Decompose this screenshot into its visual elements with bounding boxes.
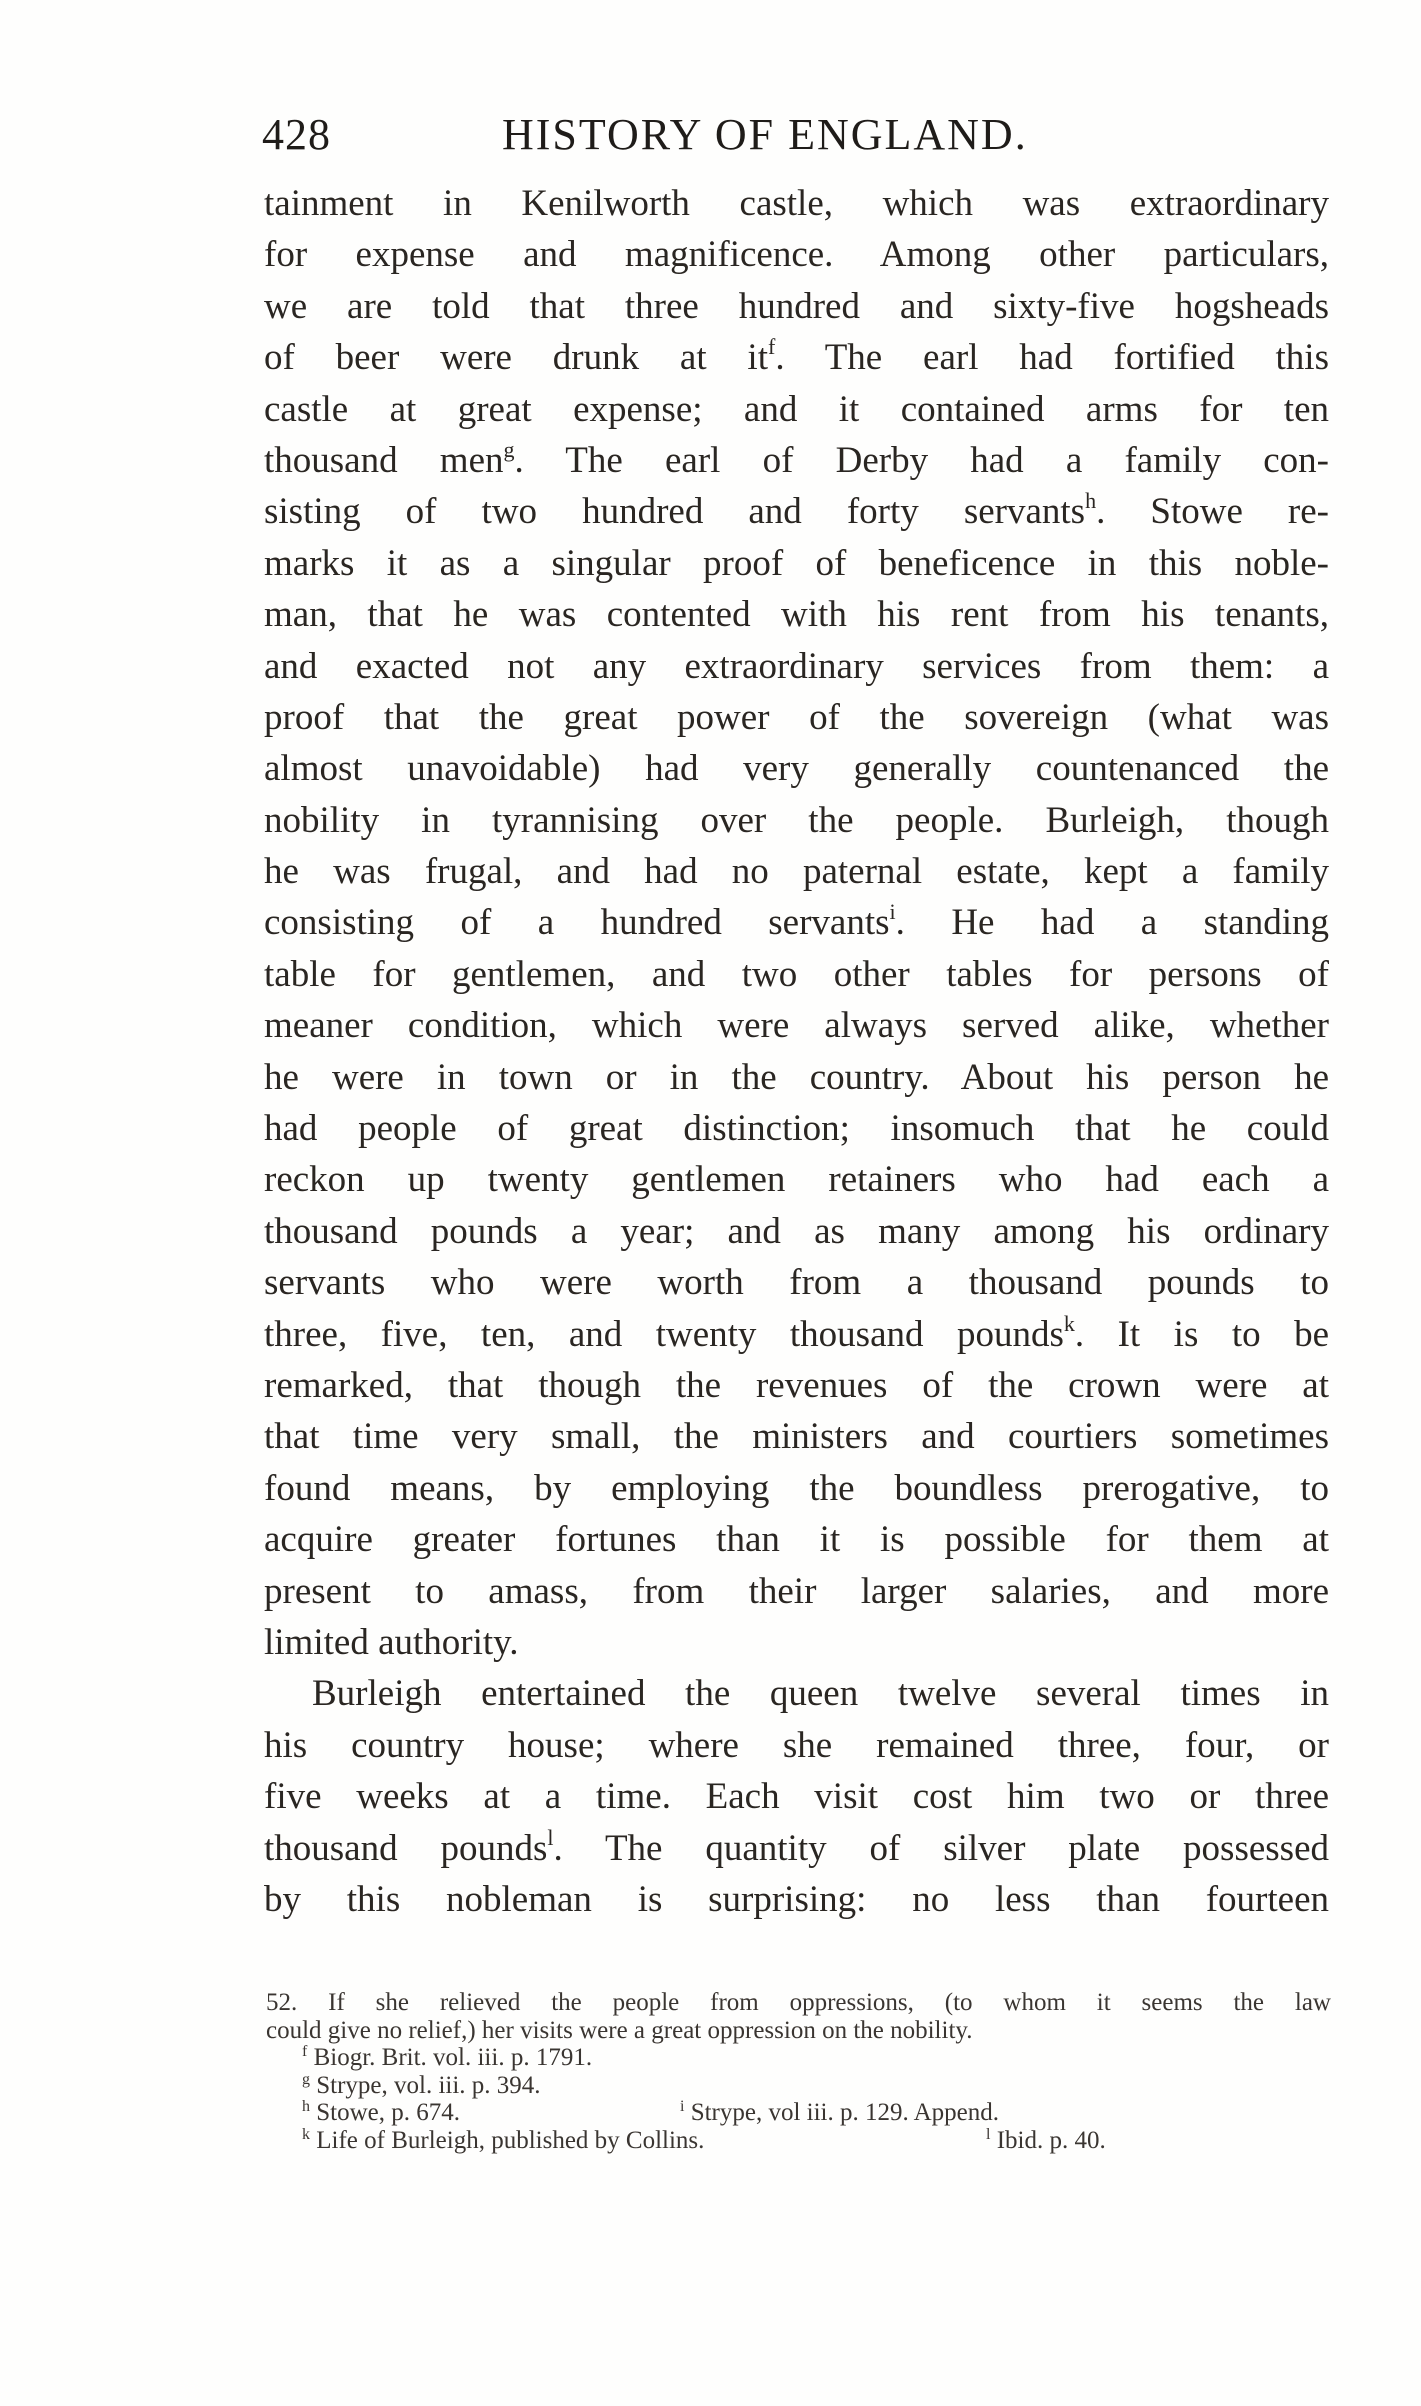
footnote-mark: k bbox=[302, 2125, 310, 2143]
text-line bbox=[264, 486, 1329, 537]
text-line: Burleigh entertained the queen twelve several times in bbox=[312, 1673, 1329, 1715]
footnote-text: Strype, vol. iii. p. 394. bbox=[316, 2071, 541, 2099]
text-fragment: . It is to be bbox=[1074, 1313, 1329, 1355]
footnote-text: Life of Burleigh, published by Collins. bbox=[316, 2126, 705, 2154]
text-fragment: of beer were drunk at it bbox=[264, 337, 768, 379]
footnote-mark: g bbox=[302, 2070, 310, 2088]
text-fragment: . The earl had fortified this bbox=[775, 337, 1329, 379]
text-line: he were in town or in the country. About his person he bbox=[264, 1056, 1329, 1098]
text-line: tainment in Kenilworth castle, which was extraordinary bbox=[264, 183, 1329, 224]
footnote-text: Strype, vol iii. p. 129. Append. bbox=[690, 2099, 1000, 2126]
text-fragment: consisting of a hundred servants bbox=[264, 902, 890, 944]
text-line: meaner condition, which were always served alike, whether bbox=[264, 1005, 1329, 1047]
running-head: HISTORY OF ENGLAND. bbox=[502, 110, 1028, 159]
text-fragment: . The earl of Derby had a family con- bbox=[514, 439, 1329, 481]
text-line bbox=[264, 435, 1329, 486]
footnote-mark: l bbox=[986, 2125, 991, 2143]
footnote-ref-f: f bbox=[767, 334, 776, 360]
text-line: by this nobleman is surprising: no less than fourteen bbox=[264, 1878, 1329, 1920]
text-line: for expense and magnificence. Among other particulars, bbox=[264, 234, 1329, 276]
footnote-mark: f bbox=[302, 2043, 308, 2060]
text-line bbox=[264, 897, 1329, 948]
page-number: 428 bbox=[262, 110, 331, 159]
text-line: table for gentlemen, and two other tables for persons of bbox=[264, 953, 1329, 995]
text-line: marks it as a singular proof of beneficence in this noble- bbox=[264, 542, 1329, 584]
text-line: five weeks at a time. Each visit cost him two or three bbox=[264, 1776, 1329, 1818]
text-line: man, that he was contented with his rent from his tenants, bbox=[264, 594, 1329, 636]
footnote-pair-h-i bbox=[266, 2099, 1331, 2127]
footnote-h bbox=[302, 2099, 460, 2126]
text-fragment: sisting of two hundred and forty servants bbox=[264, 491, 1086, 533]
text-line: and exacted not any extraordinary services from them: a bbox=[264, 645, 1329, 687]
footnote-pair-k-l bbox=[266, 2127, 1331, 2155]
footnote-k bbox=[302, 2127, 704, 2154]
footnote-mark: h bbox=[302, 2098, 310, 2115]
page-header bbox=[262, 103, 1327, 163]
text-fragment: thousand men bbox=[264, 439, 504, 481]
text-line: reckon up twenty gentlemen retainers who had each a bbox=[264, 1159, 1329, 1201]
footnote-ref-i: i bbox=[889, 899, 896, 925]
text-line bbox=[264, 1309, 1329, 1360]
footnote-52-continued: could give no relief,) her visits were a great oppression on the nobility. bbox=[266, 2016, 973, 2044]
footnote-ref-l: l bbox=[547, 1824, 554, 1850]
footnote-ref-k: k bbox=[1063, 1310, 1075, 1336]
text-line: acquire greater fortunes than it is possible for them at bbox=[264, 1519, 1329, 1561]
text-line: present to amass, from their larger salaries, and more bbox=[264, 1570, 1329, 1612]
text-line: found means, by employing the boundless prerogative, to bbox=[264, 1467, 1329, 1509]
footnote-text: Stowe, p. 674. bbox=[316, 2099, 460, 2126]
footnotes bbox=[266, 1989, 1331, 2154]
footnote-ref-h: h bbox=[1085, 488, 1097, 514]
text-fragment: . He had a standing bbox=[895, 902, 1329, 944]
text-line: almost unavoidable) had very generally countenanced the bbox=[264, 748, 1329, 790]
text-fragment: . The quantity of silver plate possessed bbox=[553, 1827, 1329, 1869]
footnote-52: 52. If she relieved the people from oppressions, (to whom it seems the law bbox=[266, 1989, 1331, 2016]
text-line: had people of great distinction; insomuch that he could bbox=[264, 1108, 1329, 1150]
text-line: limited authority. bbox=[264, 1621, 519, 1663]
footnote-l bbox=[986, 2127, 1106, 2155]
footnote-mark: i bbox=[680, 2098, 685, 2115]
footnote-g bbox=[266, 2072, 1331, 2100]
footnote-i bbox=[680, 2099, 999, 2127]
text-line: we are told that three hundred and sixty-five hogsheads bbox=[264, 285, 1329, 327]
text-line: remarked, that though the revenues of the crown were at bbox=[264, 1364, 1329, 1406]
text-fragment: thousand pounds bbox=[264, 1827, 548, 1869]
body-text bbox=[264, 178, 1329, 1925]
footnote-ref-g: g bbox=[503, 436, 515, 462]
text-fragment: three, five, ten, and twenty thousand pounds bbox=[264, 1313, 1064, 1355]
text-line: he was frugal, and had no paternal estate, kept a family bbox=[264, 851, 1329, 893]
text-line: his country house; where she remained three, four, or bbox=[264, 1724, 1329, 1766]
footnote-text: Ibid. p. 40. bbox=[996, 2126, 1106, 2154]
text-line: that time very small, the ministers and courtiers sometimes bbox=[264, 1416, 1329, 1458]
text-line: proof that the great power of the sovereign (what was bbox=[264, 696, 1329, 738]
text-line bbox=[264, 1823, 1329, 1874]
text-line: nobility in tyrannising over the people. Burleigh, though bbox=[264, 799, 1329, 841]
footnote-text: Biogr. Brit. vol. iii. p. 1791. bbox=[313, 2044, 593, 2071]
text-line bbox=[264, 332, 1329, 383]
text-line: servants who were worth from a thousand pounds to bbox=[264, 1262, 1329, 1304]
text-line: thousand pounds a year; and as many among his ordinary bbox=[264, 1210, 1329, 1252]
text-fragment: . Stowe re- bbox=[1096, 491, 1329, 533]
text-line: castle at great expense; and it contained arms for ten bbox=[264, 388, 1329, 430]
footnote-f bbox=[266, 2044, 1331, 2072]
